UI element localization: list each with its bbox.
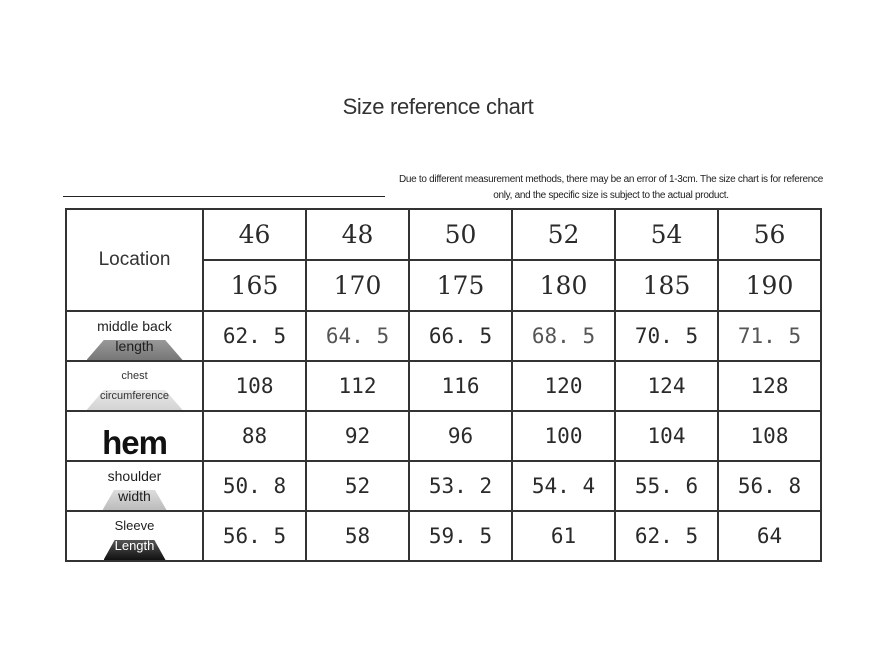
value-cell: 62. 5 — [203, 311, 306, 361]
row-label-line1: shoulder — [107, 468, 162, 484]
value-cell: 108 — [203, 361, 306, 411]
value-cell: 56. 5 — [203, 511, 306, 561]
value-cell: 128 — [718, 361, 821, 411]
height-cell: 170 — [306, 260, 409, 311]
table-row — [66, 411, 821, 461]
row-label-line1: chest — [121, 370, 148, 382]
value-cell: 61 — [512, 511, 615, 561]
value-cell: 53. 2 — [409, 461, 512, 511]
size-header-row — [66, 209, 821, 260]
value-cell: 64. 5 — [306, 311, 409, 361]
value-cell: 120 — [512, 361, 615, 411]
value-cell: 71. 5 — [718, 311, 821, 361]
row-label-line2: circumference — [99, 390, 170, 402]
value-cell: 124 — [615, 361, 718, 411]
size-cell: 46 — [203, 209, 306, 260]
value-cell: 62. 5 — [615, 511, 718, 561]
value-cell: 50. 8 — [203, 461, 306, 511]
value-cell: 96 — [409, 411, 512, 461]
table-row — [66, 461, 821, 511]
value-cell: 66. 5 — [409, 311, 512, 361]
value-cell: 116 — [409, 361, 512, 411]
row-label-line2: Length — [114, 538, 155, 553]
value-cell: 58 — [306, 511, 409, 561]
row-label-line1: middle back — [97, 318, 172, 334]
value-cell: 92 — [306, 411, 409, 461]
height-cell: 180 — [512, 260, 615, 311]
size-cell: 54 — [615, 209, 718, 260]
row-label-line2: width — [118, 488, 151, 504]
value-cell: 54. 4 — [512, 461, 615, 511]
row-label-hem — [66, 411, 203, 461]
height-cell: 190 — [718, 260, 821, 311]
size-cell: 50 — [409, 209, 512, 260]
value-cell: 108 — [718, 411, 821, 461]
size-cell: 56 — [718, 209, 821, 260]
height-cell: 175 — [409, 260, 512, 311]
value-cell: 56. 8 — [718, 461, 821, 511]
value-cell: 100 — [512, 411, 615, 461]
row-label-line2: length — [115, 338, 154, 354]
height-cell: 165 — [203, 260, 306, 311]
value-cell: 68. 5 — [512, 311, 615, 361]
location-header: Location — [66, 209, 203, 311]
row-label-shoulder-width — [66, 461, 203, 511]
row-label-middle-back-length — [66, 311, 203, 361]
size-cell: 52 — [512, 209, 615, 260]
value-cell: 64 — [718, 511, 821, 561]
table-row — [66, 311, 821, 361]
divider-line — [63, 196, 385, 197]
value-cell: 55. 6 — [615, 461, 718, 511]
value-cell: 70. 5 — [615, 311, 718, 361]
table-row — [66, 511, 821, 561]
value-cell: 112 — [306, 361, 409, 411]
table-row — [66, 361, 821, 411]
size-cell: 48 — [306, 209, 409, 260]
row-label-line1: Sleeve — [114, 518, 155, 533]
value-cell: 88 — [203, 411, 306, 461]
measurement-note: Due to different measurement methods, there may be an error of 1-3cm. The size chart is for reference only, and the specific size is subject to the actual product. — [399, 174, 823, 201]
value-cell: 59. 5 — [409, 511, 512, 561]
value-cell: 104 — [615, 411, 718, 461]
page-title: Size reference chart — [342, 94, 534, 119]
row-label-line1: hem — [102, 424, 167, 461]
value-cell: 52 — [306, 461, 409, 511]
row-label-sleeve-length — [66, 511, 203, 561]
height-cell: 185 — [615, 260, 718, 311]
size-table — [65, 208, 822, 562]
row-label-chest-circumference — [66, 361, 203, 411]
